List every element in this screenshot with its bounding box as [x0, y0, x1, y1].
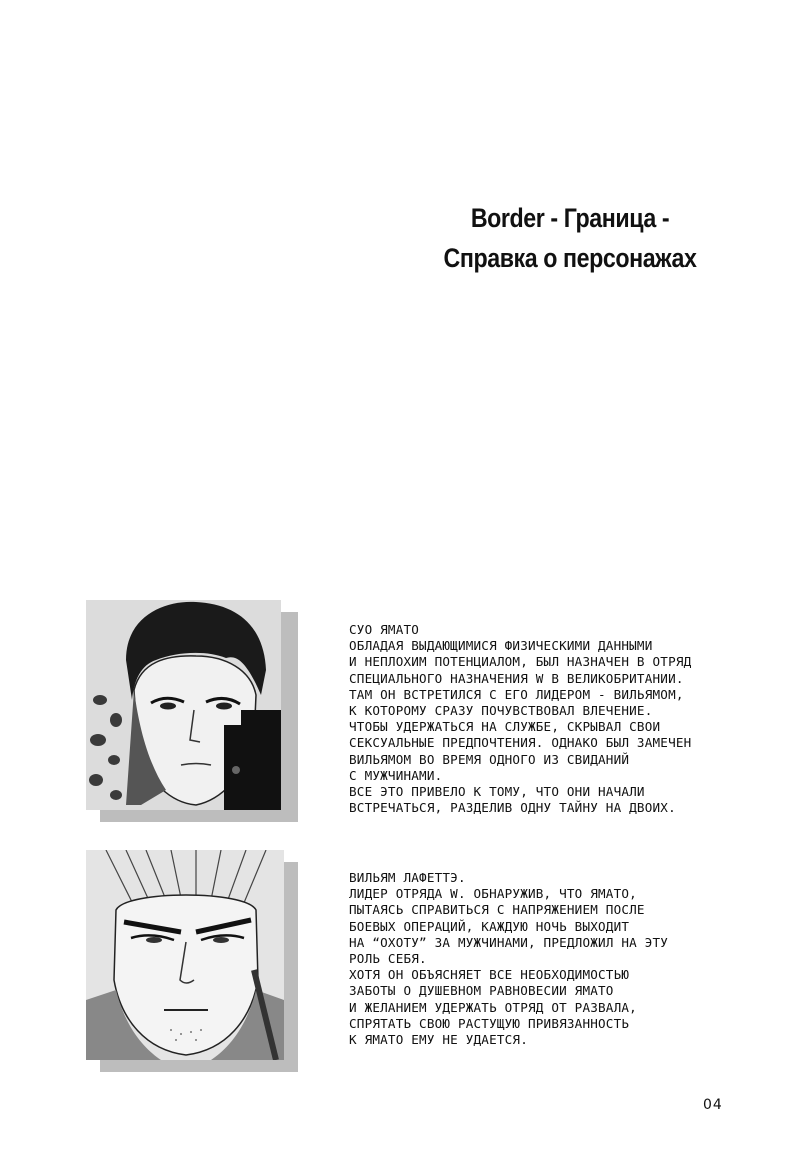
portrait-frame	[86, 850, 284, 1060]
bio-line: К ЯМАТО ЕМУ НЕ УДАЕТСЯ.	[349, 1032, 528, 1048]
bio-line: ЗАБОТЫ О ДУШЕВНОМ РАВНОВЕСИИ ЯМАТО	[349, 983, 614, 999]
yamato-illustration	[86, 600, 281, 810]
bio-line: ВСЕ ЭТО ПРИВЕЛО К ТОМУ, ЧТО ОНИ НАЧАЛИ	[349, 784, 645, 800]
title-line-1: Border - Граница -	[470, 203, 670, 233]
bio-line: ТАМ ОН ВСТРЕТИЛСЯ С ЕГО ЛИДЕРОМ - ВИЛЬЯМОМ,	[349, 686, 684, 702]
bio-line: С МУЖЧИНАМИ.	[349, 767, 443, 783]
bio-line: ВСТРЕЧАТЬСЯ, РАЗДЕЛИВ ОДНУ ТАЙНУ НА ДВОИХ.	[349, 800, 676, 816]
bio-line: СПЕЦИАЛЬНОГО НАЗНАЧЕНИЯ W В ВЕЛИКОБРИТАНИИ.	[349, 670, 684, 686]
bio-line: И ЖЕЛАНИЕМ УДЕРЖАТЬ ОТРЯД ОТ РАЗВАЛА,	[349, 999, 637, 1015]
bio-line: РОЛЬ СЕБЯ.	[349, 951, 427, 967]
bio-line: ЛИДЕР ОТРЯДА W. ОБНАРУЖИВ, ЧТО ЯМАТО,	[349, 886, 637, 902]
bio-line: СЕКСУАЛЬНЫЕ ПРЕДПОЧТЕНИЯ. ОДНАКО БЫЛ ЗАМЕЧЕН	[349, 735, 692, 751]
bio-line: И НЕПЛОХИМ ПОТЕНЦИАЛОМ, БЫЛ НАЗНАЧЕН В ОТРЯД	[349, 654, 692, 670]
bio-line: ВИЛЬЯМ ЛАФЕТТЭ.	[349, 870, 466, 885]
william-illustration	[86, 850, 284, 1060]
character-bio-yamato	[349, 622, 769, 816]
bio-line: ХОТЯ ОН ОБЪЯСНЯЕТ ВСЕ НЕОБХОДИМОСТЬЮ	[349, 967, 630, 983]
bio-line: СУО ЯМАТО	[349, 622, 420, 637]
bio-line: ЧТОБЫ УДЕРЖАТЬСЯ НА СЛУЖБЕ, СКРЫВАЛ СВОИ	[349, 719, 661, 735]
bio-line: ПЫТАЯСЬ СПРАВИТЬСЯ С НАПРЯЖЕНИЕМ ПОСЛЕ	[349, 902, 645, 918]
character-bio-william	[349, 870, 769, 1048]
page-title	[424, 198, 716, 278]
bio-line: К КОТОРОМУ СРАЗУ ПОЧУВСТВОВАЛ ВЛЕЧЕНИЕ.	[349, 703, 653, 719]
bio-line: НА “ОХОТУ” ЗА МУЖЧИНАМИ, ПРЕДЛОЖИЛ НА ЭТУ	[349, 934, 669, 950]
portrait-frame	[86, 600, 281, 810]
bio-line: БОЕВЫХ ОПЕРАЦИЙ, КАЖДУЮ НОЧЬ ВЫХОДИТ	[349, 918, 630, 934]
title-line-2: Справка о персонажах	[443, 243, 697, 273]
page-number: 04	[703, 1097, 723, 1113]
bio-line: ВИЛЬЯМОМ ВО ВРЕМЯ ОДНОГО ИЗ СВИДАНИЙ	[349, 751, 630, 767]
bio-line: ОБЛАДАЯ ВЫДАЮЩИМИСЯ ФИЗИЧЕСКИМИ ДАННЫМИ	[349, 638, 653, 654]
bio-line: СПРЯТАТЬ СВОЮ РАСТУЩУЮ ПРИВЯЗАННОСТЬ	[349, 1015, 630, 1031]
